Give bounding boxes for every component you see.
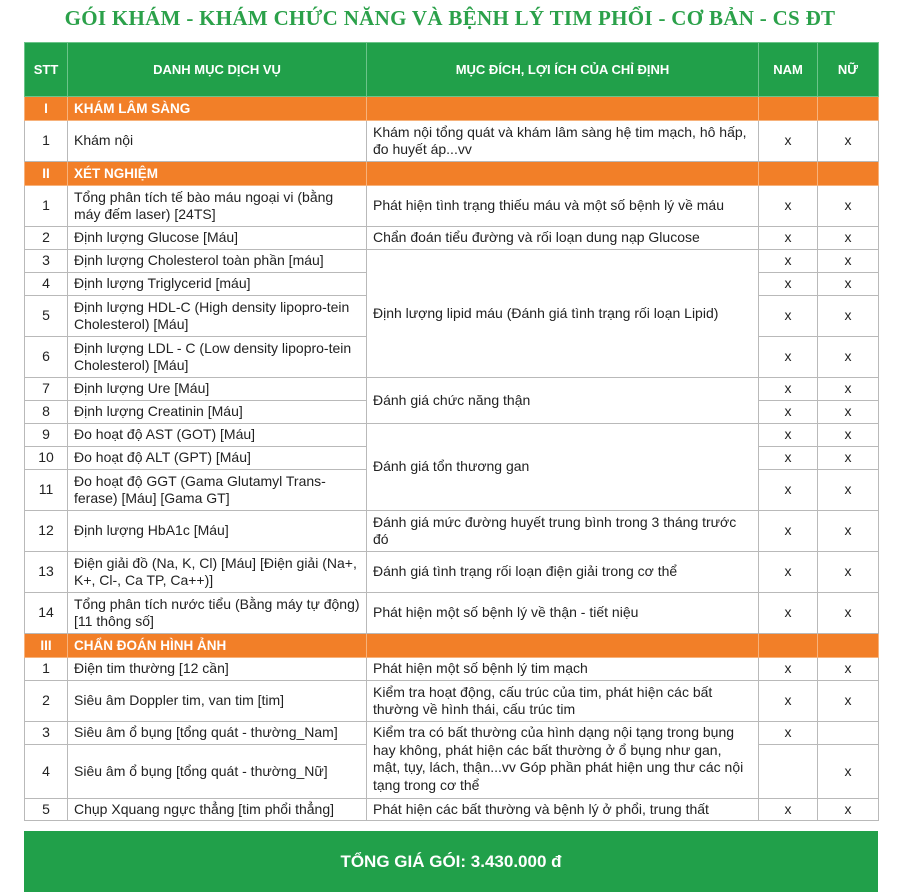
row-service: Đo hoạt độ AST (GOT) [Máu] xyxy=(68,424,367,447)
row-male-mark: x xyxy=(759,552,818,593)
row-female-mark: x xyxy=(818,250,879,273)
row-service: Điện giải đồ (Na, K, Cl) [Máu] [Điện giải (Na+, K+, Cl-, Ca TP, Ca++)] xyxy=(68,552,367,593)
table-row xyxy=(25,681,879,722)
row-service: Định lượng Triglycerid [máu] xyxy=(68,273,367,296)
row-stt: 5 xyxy=(25,799,68,821)
row-male-mark: x xyxy=(759,250,818,273)
header-purpose: MỤC ĐÍCH, LỢI ÍCH CỦA CHỈ ĐỊNH xyxy=(367,43,759,97)
row-service: Tổng phân tích tế bào máu ngoại vi (bằng máy đếm laser) [24TS] xyxy=(68,186,367,227)
row-purpose: Đánh giá chức năng thận xyxy=(367,378,759,424)
row-service: Điện tim thường [12 cần] xyxy=(68,658,367,681)
row-male-mark: x xyxy=(759,681,818,722)
row-male-mark: x xyxy=(759,511,818,552)
row-stt: 13 xyxy=(25,552,68,593)
row-purpose: Đánh giá tình trạng rối loạn điện giải trong cơ thể xyxy=(367,552,759,593)
row-female-mark: x xyxy=(818,470,879,511)
row-male-mark: x xyxy=(759,722,818,745)
row-service: Khám nội xyxy=(68,121,367,162)
row-purpose: Phát hiện một số bệnh lý về thận - tiết niệu xyxy=(367,593,759,634)
row-male-mark: x xyxy=(759,337,818,378)
row-female-mark: x xyxy=(818,378,879,401)
row-male-mark: x xyxy=(759,470,818,511)
row-purpose: Kiểm tra có bất thường của hình dạng nội tạng trong bụng hay không, phát hiện các bất thường ở ổ bụng như gan, mật, tụy, lách, thận...vv Góp phần phát hiện ung thư các nội tạng trong cơ thể xyxy=(367,722,759,799)
row-service: Đo hoạt độ GGT (Gama Glutamyl Trans-ferase) [Máu] [Gama GT] xyxy=(68,470,367,511)
row-stt: 2 xyxy=(25,681,68,722)
header-female: NỮ xyxy=(818,43,879,97)
table-row xyxy=(25,593,879,634)
section-row xyxy=(25,162,879,186)
section-name: CHẨN ĐOÁN HÌNH ẢNH xyxy=(68,634,367,658)
row-stt: 8 xyxy=(25,401,68,424)
row-purpose: Phát hiện các bất thường và bệnh lý ở phổi, trung thất xyxy=(367,799,759,821)
row-stt: 3 xyxy=(25,722,68,745)
header-row xyxy=(25,43,879,97)
row-female-mark xyxy=(818,722,879,745)
row-stt: 14 xyxy=(25,593,68,634)
row-male-mark: x xyxy=(759,799,818,821)
service-table xyxy=(24,42,879,821)
row-male-mark: x xyxy=(759,378,818,401)
row-stt: 1 xyxy=(25,121,68,162)
row-female-mark: x xyxy=(818,593,879,634)
row-stt: 5 xyxy=(25,296,68,337)
table-row xyxy=(25,722,879,745)
row-male-mark: x xyxy=(759,227,818,250)
row-female-mark: x xyxy=(818,745,879,799)
table-row xyxy=(25,552,879,593)
row-female-mark: x xyxy=(818,447,879,470)
row-female-mark: x xyxy=(818,121,879,162)
row-female-mark: x xyxy=(818,227,879,250)
row-female-mark: x xyxy=(818,511,879,552)
row-male-mark: x xyxy=(759,658,818,681)
section-number: I xyxy=(25,97,68,121)
row-stt: 4 xyxy=(25,273,68,296)
row-male-mark xyxy=(759,745,818,799)
section-number: II xyxy=(25,162,68,186)
row-purpose: Kiểm tra hoạt động, cấu trúc của tim, phát hiện các bất thường về hình thái, cấu trúc tim xyxy=(367,681,759,722)
row-female-mark: x xyxy=(818,424,879,447)
row-service: Định lượng Ure [Máu] xyxy=(68,378,367,401)
table-row xyxy=(25,799,879,821)
row-stt: 2 xyxy=(25,227,68,250)
section-number: III xyxy=(25,634,68,658)
table-row xyxy=(25,378,879,401)
row-purpose: Phát hiện tình trạng thiếu máu và một số bệnh lý về máu xyxy=(367,186,759,227)
row-stt: 10 xyxy=(25,447,68,470)
row-service: Chụp Xquang ngực thẳng [tim phổi thẳng] xyxy=(68,799,367,821)
row-female-mark: x xyxy=(818,401,879,424)
row-stt: 12 xyxy=(25,511,68,552)
row-service: Siêu âm Doppler tim, van tim [tim] xyxy=(68,681,367,722)
row-service: Định lượng Cholesterol toàn phần [máu] xyxy=(68,250,367,273)
row-purpose: Định lượng lipid máu (Đánh giá tình trạng rối loạn Lipid) xyxy=(367,250,759,378)
row-service: Định lượng Creatinin [Máu] xyxy=(68,401,367,424)
row-stt: 3 xyxy=(25,250,68,273)
row-female-mark: x xyxy=(818,337,879,378)
row-purpose: Đánh giá tổn thương gan xyxy=(367,424,759,511)
row-stt: 11 xyxy=(25,470,68,511)
row-female-mark: x xyxy=(818,273,879,296)
row-service: Định lượng HbA1c [Máu] xyxy=(68,511,367,552)
row-service: Định lượng Glucose [Máu] xyxy=(68,227,367,250)
row-female-mark: x xyxy=(818,658,879,681)
section-name: KHÁM LÂM SÀNG xyxy=(68,97,367,121)
table-row xyxy=(25,511,879,552)
row-stt: 1 xyxy=(25,658,68,681)
row-stt: 6 xyxy=(25,337,68,378)
row-female-mark: x xyxy=(818,296,879,337)
row-service: Định lượng LDL - C (Low density lipopro-tein Cholesterol) [Máu] xyxy=(68,337,367,378)
row-service: Siêu âm ổ bụng [tổng quát - thường_Nữ] xyxy=(68,745,367,799)
row-male-mark: x xyxy=(759,424,818,447)
row-male-mark: x xyxy=(759,186,818,227)
row-female-mark: x xyxy=(818,552,879,593)
row-female-mark: x xyxy=(818,681,879,722)
row-purpose: Đánh giá mức đường huyết trung bình trong 3 tháng trước đó xyxy=(367,511,759,552)
table-row xyxy=(25,424,879,447)
row-purpose: Phát hiện một số bệnh lý tim mạch xyxy=(367,658,759,681)
page-title: GÓI KHÁM - KHÁM CHỨC NĂNG VÀ BỆNH LÝ TIM PHỔI - CƠ BẢN - CS ĐT xyxy=(64,6,836,30)
row-purpose: Chẩn đoán tiểu đường và rối loạn dung nạp Glucose xyxy=(367,227,759,250)
row-service: Tổng phân tích nước tiểu (Bằng máy tự động) [11 thông số] xyxy=(68,593,367,634)
row-stt: 7 xyxy=(25,378,68,401)
section-name: XÉT NGHIỆM xyxy=(68,162,367,186)
row-male-mark: x xyxy=(759,273,818,296)
table-row xyxy=(25,121,879,162)
row-male-mark: x xyxy=(759,296,818,337)
header-male: NAM xyxy=(759,43,818,97)
table-row xyxy=(25,658,879,681)
row-service: Định lượng HDL-C (High density lipopro-tein Cholesterol) [Máu] xyxy=(68,296,367,337)
row-male-mark: x xyxy=(759,447,818,470)
row-male-mark: x xyxy=(759,593,818,634)
section-row xyxy=(25,97,879,121)
row-service: Siêu âm ổ bụng [tổng quát - thường_Nam] xyxy=(68,722,367,745)
table-row xyxy=(25,227,879,250)
row-stt: 4 xyxy=(25,745,68,799)
row-female-mark: x xyxy=(818,186,879,227)
row-stt: 9 xyxy=(25,424,68,447)
row-male-mark: x xyxy=(759,401,818,424)
header-service: DANH MỤC DỊCH VỤ xyxy=(68,43,367,97)
table-row xyxy=(25,186,879,227)
total-price-banner: TỔNG GIÁ GÓI: 3.430.000 đ xyxy=(24,831,878,892)
row-service: Đo hoạt độ ALT (GPT) [Máu] xyxy=(68,447,367,470)
section-row xyxy=(25,634,879,658)
row-stt: 1 xyxy=(25,186,68,227)
row-female-mark: x xyxy=(818,799,879,821)
header-stt: STT xyxy=(25,43,68,97)
row-male-mark: x xyxy=(759,121,818,162)
table-row xyxy=(25,250,879,273)
row-purpose: Khám nội tổng quát và khám lâm sàng hệ tim mạch, hô hấp, đo huyết áp...vv xyxy=(367,121,759,162)
